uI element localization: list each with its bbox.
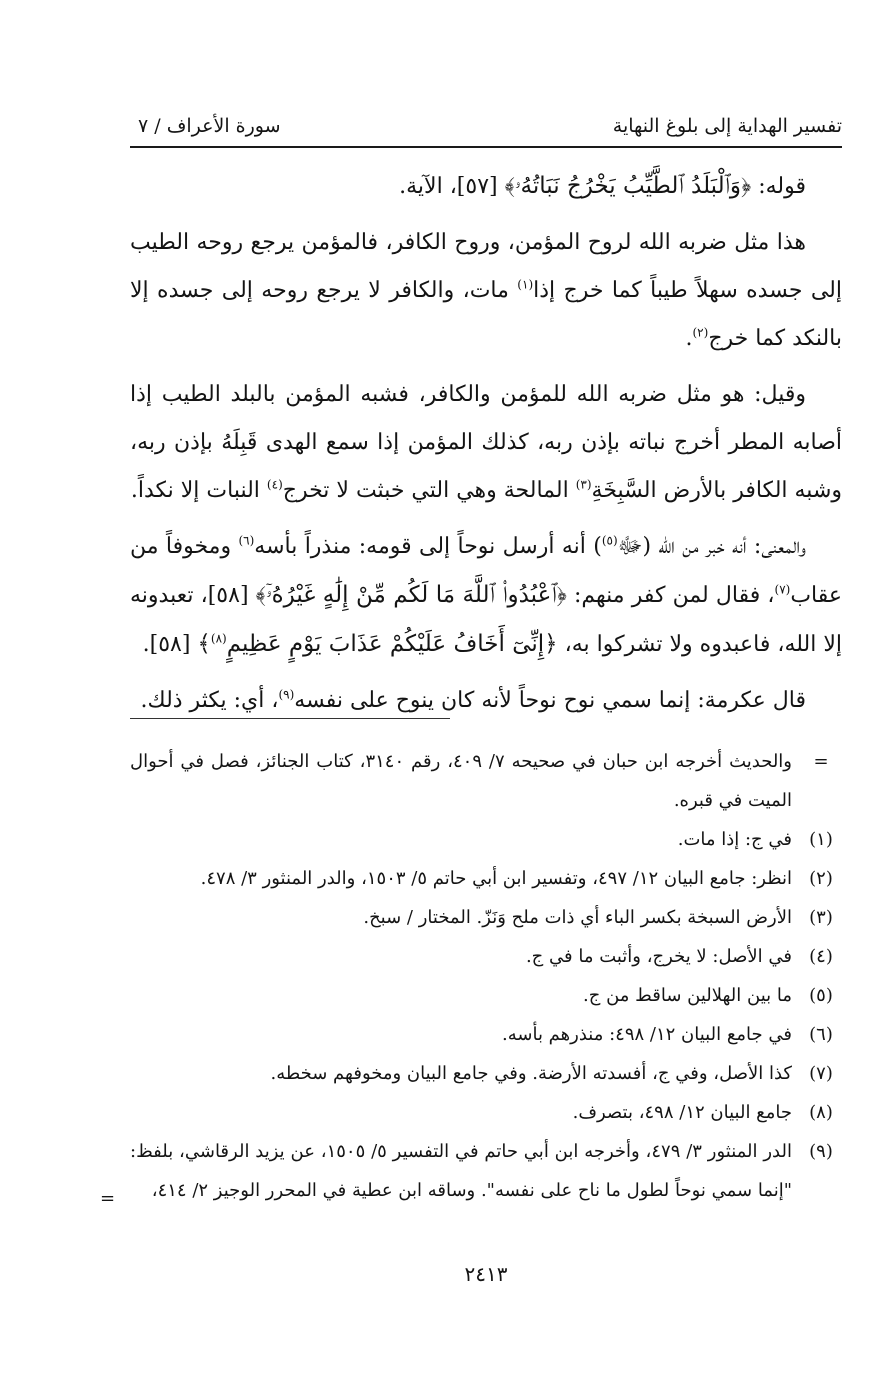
footnote-3: (٣) الأرض السبخة بكسر الباء أي ذات ملح وَنَزّ. المختار / سبخ. [363,907,833,928]
quran-verse: ﴿إِنِّىٓ أَخَافُ عَلَيْكُمْ عَذَابَ يَوْمٍ عَظِيمٍ [226,631,558,657]
paragraph-4: قال عكرمة: إنما سمي نوح نوحاً لأنه كان ينوح على نفسه$^{(٩)}$، أي: يكثر ذلك. [140,687,806,713]
footnote-continues-mark: = [100,1188,116,1209]
footnote-9: (٩) الدر المنثور ٣/ ٤٧٩، وأخرجه ابن أبي حاتم في التفسير ٥/ ١٥٠٥، عن يزيد الرقاشي، بلفظ: "إنما سمي نوحاً لطول ما ناح على نفسه". وساقه ابن عطية في المحرر الوجيز ٢/ ٤١٤، [130,1141,833,1201]
footnote-ref-2[interactable]: (٢) [692,325,709,340]
continuation-mark: = [813,751,829,772]
footnote-ref-5[interactable]: (٥) [601,533,618,548]
footnote-ref-3[interactable]: (٣) [575,477,592,492]
header-divider [130,146,842,148]
footnote-ref-1[interactable]: (١) [517,277,534,292]
footnote-continuation: = والحديث أخرجه ابن حبان في صحيحه ٧/ ٤٠٩، رقم ٣١٤٠، كتاب الجنائز، فصل في أحوال الميت في قبره. [130,742,842,820]
footnote-5: (٥) ما بين الهلالين ساقط من ج. [583,985,833,1006]
footnote-divider [130,718,450,719]
quran-verse: ﴿وَٱلْبَلَدُ ٱلطَّيِّبُ يَخْرُجُ نَبَاتُهُۥ﴾ [504,173,752,199]
running-header [130,106,842,146]
footnote-7: (٧) كذا الأصل، وفي ج، أفسدته الأرضة. وفي جامع البيان ومخوفهم سخطه. [270,1063,833,1084]
paragraph-1: هذا مثل ضربه الله لروح المؤمن، وروح الكافر، فالمؤمن يرجع روحه الطيب إلى جسده سهلاً طيباً كما خرج إذا$^{(١)}$ مات، والكافر لا يرجع روحه إلى جسده إلا بالنكد كما خرج$^{(٢)}$. [130,230,843,351]
paragraph-3: والمعنى: أنه خبر من الله (ﷻ$^{(٥)}$) أنه أرسل نوحاً إلى قومه: منذراً بأسه$^{(٦)}$ ومخوفاً من عقاب$^{(٧)}$، فقال لمن كفر منهم: ﴿ٱعْبُدُوا۟ ٱللَّهَ مَا لَكُم مِّنْ إِلَٰهٍ غَيْرُهُۥٓ﴾ [٥٨]، تعبدونه إلا الله، فاعبدوه ولا تشركوا به، ﴿إِنِّىٓ أَخَافُ عَلَيْكُمْ عَذَابَ يَوْمٍ عَظِيمٍ$^{(٨)}$﴾ [٥٨]. [130,533,842,657]
page-number: ٢٤١٣ [464,1262,508,1286]
footnote-ref-6[interactable]: (٦) [238,533,255,548]
quran-verse: ﴿ٱعْبُدُوا۟ ٱللَّهَ مَا لَكُم مِّنْ إِلَٰهٍ غَيْرُهُۥٓ﴾ [255,582,567,608]
book-title: تفسير الهداية إلى بلوغ النهاية [612,115,842,137]
paragraph-verse-57: قوله: ﴿وَٱلْبَلَدُ ٱلطَّيِّبُ يَخْرُجُ نَبَاتُهُۥ﴾ [٥٧]، الآية. [399,173,806,199]
footnote-ref-9[interactable]: (٩) [278,687,295,702]
footnote-2: (٢) انظر: جامع البيان ١٢/ ٤٩٧، وتفسير ابن أبي حاتم ٥/ ١٥٠٣، والدر المنثور ٣/ ٤٧٨. [200,868,833,889]
footnote-8: (٨) جامع البيان ١٢/ ٤٩٨، بتصرف. [572,1102,833,1123]
footnote-ref-8[interactable]: (٨) [210,631,227,646]
footnotes [130,742,842,1210]
surah-label: سورة الأعراف / ٧ [138,115,281,137]
footnote-4: (٤) في الأصل: لا يخرج، وأثبت ما في ج. [525,946,833,967]
footnote-1: (١) في ج: إذا مات. [677,829,833,850]
footnote-ref-7[interactable]: (٧) [774,582,791,597]
footnote-6: (٦) في جامع البيان ١٢/ ٤٩٨: منذرهم بأسه. [502,1024,833,1045]
document-page [100,0,843,1386]
paragraph-2: وقيل: هو مثل ضربه الله للمؤمن والكافر، فشبه المؤمن بالبلد الطيب إذا أصابه المطر أخرج نباته بإذن ربه، كذلك المؤمن إذا سمع الهدى قَبِلَهُ بإذن ربه، وشبه الكافر بالأرض السَّبِخَةِ$^{(٣)}$ المالحة وهي التي خبثت لا تخرج$^{(٤)}$ النبات إلا نكداً. [130,382,843,503]
footnote-ref-4[interactable]: (٤) [266,477,283,492]
main-text [130,162,842,733]
